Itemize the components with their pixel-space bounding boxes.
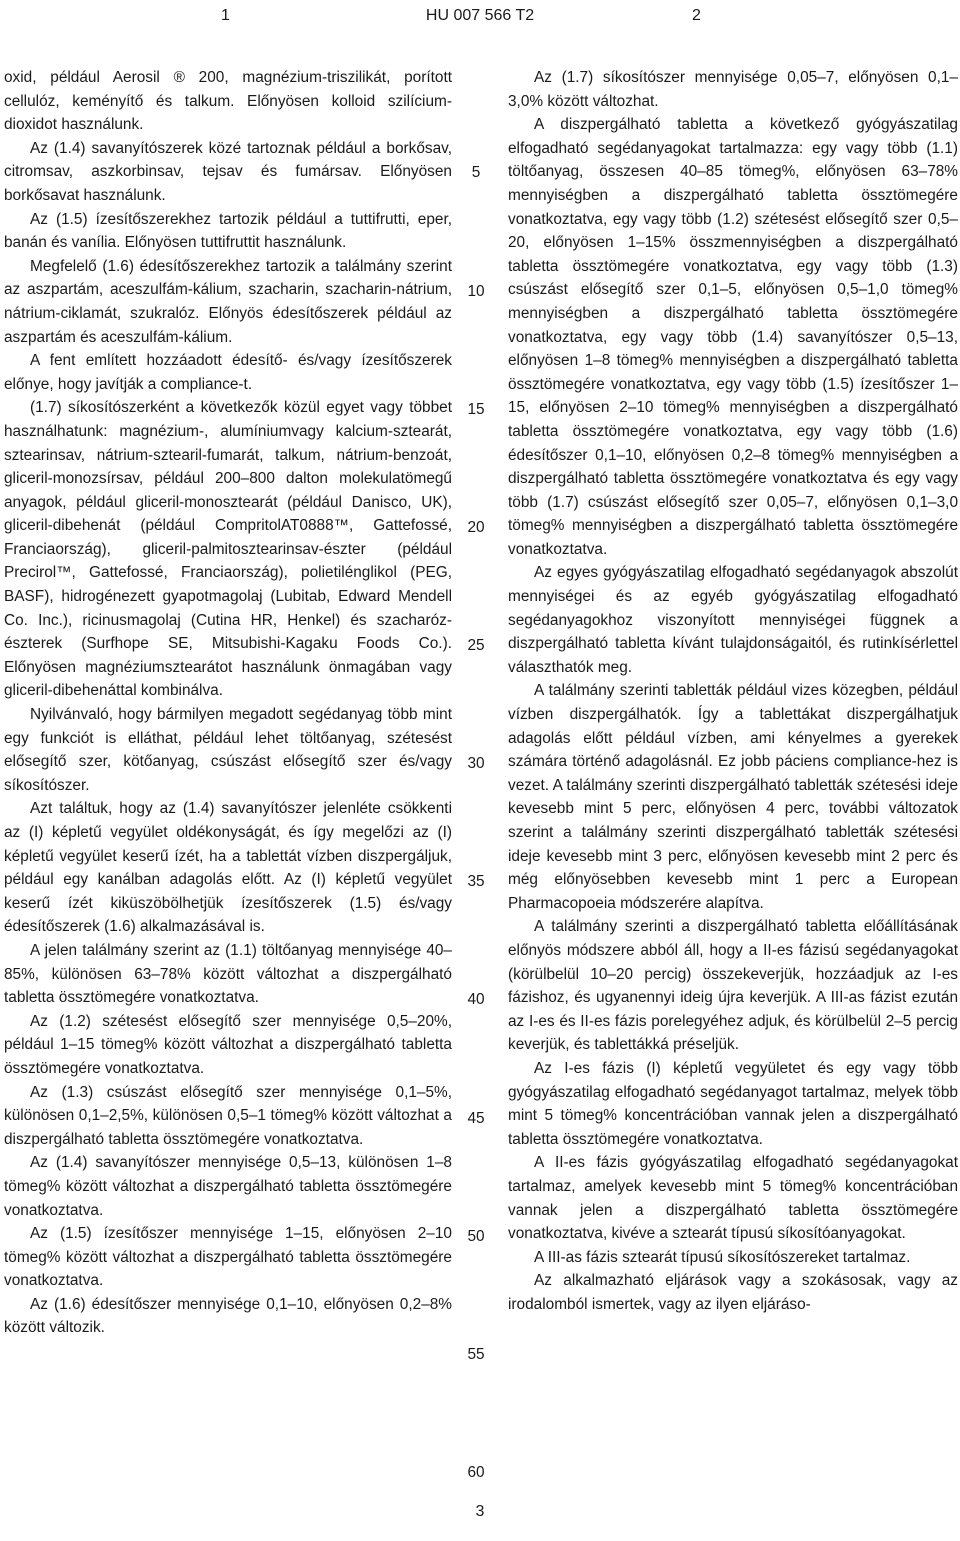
line-number: 45: [467, 1110, 485, 1127]
line-number: 10: [467, 283, 485, 300]
paragraph: Az (1.7) síkosítószer mennyisége 0,05–7, előnyösen 0,1–3,0% között változhat.: [508, 69, 958, 110]
paragraph: Az (1.5) ízesítőszer mennyisége 1–15, előnyösen 2–10 tömeg% között változhat a diszpergálható tabletta össztömegére vonatkoztatva.: [4, 1225, 452, 1290]
line-number: 40: [467, 991, 485, 1008]
right-text-column: [508, 66, 958, 1316]
line-number: 5: [471, 164, 481, 181]
paragraph: Nyilvánvaló, hogy bármilyen megadott segédanyag több mint egy funkciót is elláthat, például lehet töltőanyag, szétesést elősegítő szer, kötőanyag, csúszást elősegítő szer és/vagy síkosítószer.: [4, 706, 452, 794]
left-text-column: [4, 66, 452, 1340]
paragraph: A diszpergálható tabletta a következő gyógyászatilag elfogadható segédanyagokat tartalmazza: egy vagy több (1.1) töltőanyag, összesen 40–85 tömeg%, előnyösen 63–78% mennyiségben a diszpergálható tabletta össztömegére vonatkoztatva, egy vagy több (1.2) szétesést elősegítő szer 0,5–20, előnyösen 1–15% összmennyiségben a diszpergálható tabletta össztömegére vonatkoztatva, egy vagy több (1.3) csúszást elősegítő szer 0,1–5, előnyösen 0,5–1,0 tömeg% mennyiségben a diszpergálható tabletta össztömegére vonatkoztatva, egy vagy több (1.4) savanyítószer 0,5–13, előnyösen 1–8 tömeg% mennyiségben a diszpergálható tabletta össztömegére vonatkoztatva, egy vagy több (1.5) ízesítőszer 1–15, előnyösen 2–10 tömeg% mennyiségben a diszpergálható tabletta össztömegére vonatkoztatva, egy vagy több (1.6) édesítőszer 0,1–10, előnyösen 0,2–8 tömeg% mennyiségben a diszpergálható tabletta össztömegére vonatkoztatva és egy vagy több (1.7) csúszást elősegítő szer 0,05–7, előnyösen 0,1–3,0 tömeg% mennyiségben a diszpergálható tabletta össztömegére vonatkoztatva.: [508, 116, 958, 558]
line-number: 60: [467, 1464, 485, 1481]
paragraph: A fent említett hozzáadott édesítő- és/vagy ízesítőszerek előnye, hogy javítják a compliance-t.: [4, 352, 452, 393]
paragraph: Az (1.6) édesítőszer mennyisége 0,1–10, előnyösen 0,2–8% között változik.: [4, 1295, 452, 1337]
paragraph: Az egyes gyógyászatilag elfogadható segédanyagok abszolút mennyiségei és az egyéb gyógyászatilag elfogadható segédanyagokhoz viszonyított mennyiségei függnek a diszpergálható tabletta kívánt tulajdonságaitól, és rutinkísérlettel választhatók meg.: [508, 564, 958, 676]
paragraph: Az I-es fázis (I) képletű vegyületet és egy vagy több gyógyászatilag elfogadható segédanyagot tartalmaz, melyek több mint 5 tömeg% koncentrációban vannak jelen a diszpergálható tabletta össztömegére vonatkoztatva.: [508, 1059, 958, 1148]
paragraph: Az (1.4) savanyítószer mennyisége 0,5–13, különösen 1–8 tömeg% között változhat a diszpergálható tabletta össztömegére vonatkoztatva.: [4, 1154, 452, 1219]
paragraph: Az (1.5) ízesítőszerekhez tartozik például a tuttifrutti, eper, banán és vanília. Előnyösen tuttifruttit használunk.: [4, 210, 452, 252]
paragraph: Az (1.2) szétesést elősegítő szer mennyisége 0,5–20%, például 1–15 tömeg% között változhat a diszpergálható tabletta össztömegére vonatkoztatva.: [4, 1012, 452, 1077]
line-number: 15: [467, 401, 485, 418]
paragraph: Az alkalmazható eljárások vagy a szokásosak, vagy az irodalomból ismertek, vagy az ilyen eljáráso-: [508, 1272, 958, 1313]
paragraph: Az (1.4) savanyítószerek közé tartoznak például a borkősav, citromsav, aszkorbinsav, tejsav és fumársav. Előnyösen borkősavat használunk.: [4, 139, 452, 204]
line-number: 35: [467, 873, 485, 890]
paragraph: A találmány szerinti a diszpergálható tabletta előállításának előnyös módszere abból áll, hogy a II-es fázisú segédanyagokat (körülbelül 10–20 percig) összekeverjük, hozzáadjuk az I-es fázishoz, és ugyanennyi ideig újra keverjük. A III-as fázist ezután az I-es és II-es fázis porelegyéhez adjuk, és körülbelül 2–5 percig keverjük, és tablettákká préseljük.: [508, 918, 958, 1054]
paragraph: Megfelelő (1.6) édesítőszerekhez tartozik a találmány szerint az aszpartám, aceszulfám-kálium, szacharin, szacharin-nátrium, nátrium-ciklamát, szukralóz. Előnyös édesítőszerek például az aszpartám és aceszulfám-kálium.: [4, 257, 452, 346]
line-number: 55: [467, 1346, 485, 1363]
line-number: 30: [467, 755, 485, 772]
paragraph: (1.7) síkosítószerként a következők közül egyet vagy többet használhatunk: magnézium-, alumíniumvagy kalcium-sztearát, sztearinsav, nátrium-sztearil-fumarát, talkum, nátrium-benzoát, gliceril-monozsírsav, például 200–800 dalton molekulatömegű anyagok, például gliceril-monosztearát (például Danisco, UK), gliceril-dibehenát (például CompritolAT0888™, Gattefossé, Franciaország), gliceril-palmitosztearinsav-észter (például Precirol™, Gattefossé, Franciaország), polietilénglikol (PEG, BASF), hidrogénezett gyapotmagolaj (Lubitab, Edward Mendell Co. Inc.), ricinusmagolaj (Cutina HR, Henkel) és szacharóz-észterek (Surfhope SE, Mitsubishi-Kagaku Foods Co.). Előnyösen magnéziumsztearátot használunk önmagában vagy gliceril-dibehenáttal kombinálva.: [4, 399, 452, 700]
paragraph: A jelen találmány szerint az (1.1) töltőanyag mennyisége 40–85%, különösen 63–78% között változhat a diszpergálható tabletta össztömegére vonatkoztatva.: [4, 941, 452, 1007]
paragraph: Azt találtuk, hogy az (1.4) savanyítószer jelenléte csökkenti az (I) képletű vegyület oldékonyságát, és így megelőzi az (I) képletű vegyület keserű ízét, ha a tablettát vízben diszpergáljuk, például egy kanálban adagolás előtt. Az (I) képletű vegyület keserű ízét kiküszöbölhetjük ízesítőszerek (1.5) és/vagy édesítőszerek (1.6) alkalmazásával is.: [4, 800, 452, 936]
paragraph: A III-as fázis sztearát típusú síkosítószereket tartalmaz.: [534, 1248, 911, 1266]
line-number: 50: [467, 1228, 485, 1245]
page-footer-number: 3: [475, 1503, 485, 1520]
line-number: 20: [467, 519, 485, 536]
paragraph: A II-es fázis gyógyászatilag elfogadható segédanyagokat tartalmaz, amelyek kevesebb mint 5 tömeg% koncentrációban vannak jelen a diszpergálható tabletta össztömegére vonatkoztatva, kivéve a sztearát típusú síkosítóanyagokat.: [508, 1154, 958, 1243]
paragraph: A találmány szerinti tabletták például vizes közegben, például vízben diszpergálhatók. Így a tablettákat diszpergálhatjuk adagolás előtt például vízben, ami kényelmes a gyerekek számára történő adagolásnál. Ez jobb páciens compliance-hez is vezet. A találmány szerinti diszpergálható tabletták szétesési ideje kevesebb mint 5 perc, előnyösen 4 perc, további változatok szerint a találmány szerinti diszpergálható tabletták szétesési ideje kevesebb mint 3 perc, előnyösen kevesebb mint 2 perc és még előnyösebben kevesebb mint 1 perc a European Pharmacopoeia módszerére alapítva.: [508, 682, 958, 912]
line-number: 25: [467, 637, 485, 654]
page-number-left: 1: [221, 7, 230, 24]
paragraph: Az (1.3) csúszást elősegítő szer mennyisége 0,1–5%, különösen 0,1–2,5%, különösen 0,5–1 tömeg% között változhat a diszpergálható tabletta össztömegére vonatkoztatva.: [4, 1083, 452, 1148]
paragraph: oxid, például Aerosil ® 200, magnézium-triszilikát, porított cellulóz, keményítő és talkum. Előnyösen kolloid szilícium-dioxidot használunk.: [4, 69, 452, 134]
page-number-right: 2: [692, 7, 701, 24]
document-id: HU 007 566 T2: [425, 7, 535, 24]
